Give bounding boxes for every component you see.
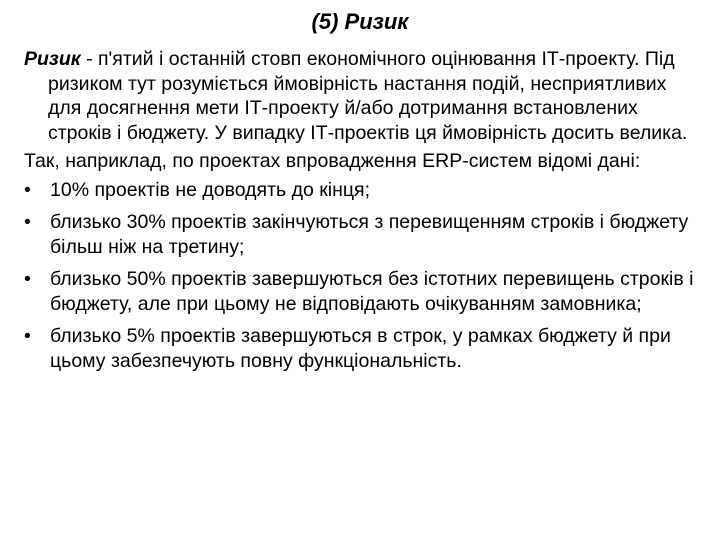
intro-paragraph: Так, наприклад, по проектах впровадження ERP-систем відомі дані:	[24, 150, 641, 172]
definition-text: - п'ятий і останній стовп економічного оцінювання ІТ-проекту. Під ризиком тут розуміється ймовірність настання подій, несприятливих для досягнення мети ІТ-проекту й/або дотримання встановлених строків і бюджету. У випадку ІТ-проектів ця ймовірність досить велика.	[48, 48, 688, 144]
list-item	[24, 267, 694, 316]
bullet-icon: •	[24, 211, 31, 233]
bullet-text: близько 5% проектів завершуються в строк, у рамках бюджету й при цьому забезпечують повну функціональність.	[50, 325, 671, 372]
list-item	[24, 178, 694, 203]
bullet-text: близько 30% проектів закінчуються з перевищенням строків і бюджету більш ніж на третину;	[50, 211, 689, 258]
slide-body	[24, 47, 694, 381]
bullet-icon: •	[24, 325, 31, 347]
definition-paragraph	[24, 47, 694, 145]
definition-term: Ризик	[24, 48, 81, 70]
bullet-text: близько 50% проектів завершуються без істотних перевищень строків і бюджету, але при цьому не відповідають очікуванням замовника;	[50, 268, 694, 315]
bullet-icon: •	[24, 268, 31, 290]
list-item	[24, 324, 694, 373]
slide-title: (5) Ризик	[311, 9, 409, 34]
bullet-text: 10% проектів не доводять до кінця;	[50, 178, 371, 201]
bullet-icon: •	[24, 178, 31, 201]
bullet-list	[24, 178, 694, 374]
list-item	[24, 210, 694, 259]
